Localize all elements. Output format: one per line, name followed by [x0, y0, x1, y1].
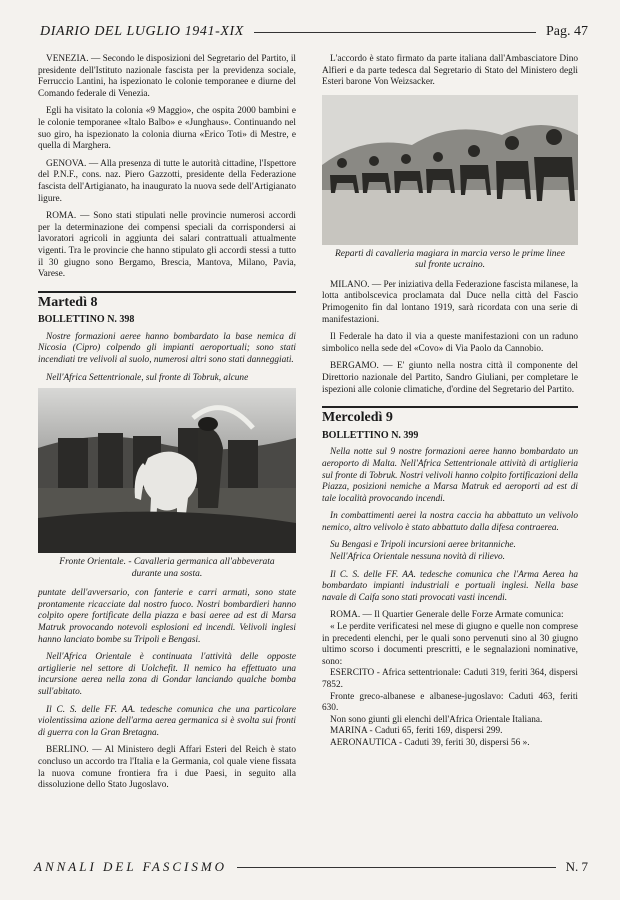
page-header: [40, 22, 588, 42]
article-venezia-cont: Egli ha visitato la colonia «9 Maggio», che ospita 2000 bambini e le colonie temporanee «Italo Balbo» e «Junghaus». Continuando nel suo giro, ha ispezionato la colonia diurna «Erico Toti» di Mestre, e quella di Marghera.: [38, 106, 296, 152]
losses-marina: MARINA - Caduti 65, feriti 169, dispersi 299.: [330, 726, 503, 737]
losses-fronte: Fronte greco-albanese e albanese-jugoslavo: Caduti 463, feriti 630.: [322, 691, 578, 714]
photo-cavalry-watering: [38, 388, 296, 553]
page-number: Pag. 47: [546, 24, 588, 39]
article-milano: MILANO. — Per iniziativa della Federazione fascista milanese, la lotta antibolscevica proclamata dal Duce nella città del Fascio Primogenito fin dal lontano 1919, sarà ricordata con una serie di manifestazioni.: [322, 279, 578, 325]
bulletin-399-para-5: Il C. S. delle FF. AA. tedesche comunica che l'Arma Aerea ha bombardato impianti industriali e portuali inglesi. Nella base navale di Caifa sono stati provocati vasti incendi.: [322, 569, 578, 603]
bulletin-398-para-2: Nell'Africa Settentrionale, sul fronte di Tobruk, alcune: [46, 372, 249, 383]
article-roma-comunica: ROMA. — Il Quartier Generale delle Forze Armate comunica:: [330, 610, 564, 621]
bulletin-398-para-4: Nell'Africa Orientale è continuata l'attività delle opposte artiglierie nel settore di Uolchefit. Il nemico ha effettuato una incursione aerea nella zona di Gondar lanciando qualche bomba sull'abitato.: [38, 652, 296, 697]
right-column: [322, 54, 578, 750]
losses-esercito: ESERCITO - Africa settentrionale: Caduti 319, feriti 364, dispersi 7852.: [322, 668, 578, 690]
bulletin-398-para-5: Il C. S. delle FF. AA. tedesche comunica che una particolare violentissima azione dell'arma aerea germanica si è svolta sui fronti di guerra con la Gran Bretagna.: [38, 704, 296, 738]
footer-rule: [237, 867, 556, 868]
losses-aeronautica: AERONAUTICA - Caduti 39, feriti 30, dispersi 56 ».: [330, 737, 530, 748]
bulletin-399-para-4: Nell'Africa Orientale nessuna novità di rilievo.: [330, 552, 505, 563]
bulletin-399-para-3: Su Bengasi e Tripoli incursioni aeree britanniche.: [330, 540, 516, 551]
article-milano-cont: Il Federale ha dato il via a queste manifestazioni con un raduno simbolico nella sede del «Covo» di Via Paolo da Cannobio.: [322, 332, 578, 354]
bulletin-398-para-3: puntate dell'avversario, con fanterie e carri armati, sono state prontamente ricacciate dal nostro fuoco. Nostri bombardieri hanno colpito opere fortificate della piazza e basi aeree ad est di Marsa Matruk provocando notevoli esplosioni ed incendi. Velivoli inglesi hanno lanciato bombe su Tripoli e Bengasi.: [38, 588, 296, 645]
article-bergamo: BERGAMO. — E' giunto nella nostra città il componente del Direttorio nazionale del Partito, Sandro Giuliani, per completare le ispezioni alle colonie climatiche, d'ordine del Segretario del Partito.: [322, 361, 578, 395]
day-heading-martedi: Martedì 8: [38, 291, 296, 309]
article-genova: GENOVA. — Alla presenza di tutte le autorità cittadine, l'Ispettore del P.N.F., cons. naz. Piero Gazzotti, presidente della Federazione fascista dell'Artigianato, ha inaugurato la nuova sede dell'Artigianato ligure.: [38, 158, 296, 204]
bulletin-398-para-1: Nostre formazioni aeree hanno bombardato la base nemica di Nicosia (Cipro) colpendo gli impianti aeroportuali; sono stati incendiati tre velivoli al suolo, numerosi altri sono stati danneggiati.: [38, 331, 296, 366]
article-venezia: VENEZIA. — Secondo le disposizioni del Segretario del Partito, il presidente dell'Istituto nazionale fascista per la previdenza sociale, Ferruccio Lantini, ha ispezionato le colonie temporanee e diurne del Comando federale di Venezia.: [38, 54, 296, 99]
footer-title: ANNALI DEL FASCISMO: [34, 859, 228, 874]
photo-caption-left: Fronte Orientale. - Cavalleria germanica all'abbeverata durante una sosta.: [59, 557, 275, 579]
header-rule: [254, 32, 536, 33]
bulletin-399-para-2: In combattimenti aerei la nostra caccia ha abbattuto un velivolo nemico, altro velivolo è stato abbattuto dalla difesa contraerea.: [322, 511, 578, 533]
bulletin-399-para-1: Nella notte sul 9 nostre formazioni aeree hanno bombardato un aeroporto di Malta. Nell'Africa Settentrionale attività di artiglieria sul fronte di Tobruk. Nostri velivoli hanno colpito fortificazioni della Piazza, posizioni nemiche a Marsa Matruk ed aeroporti ad est di tale località provocando incendi.: [322, 447, 578, 504]
article-accordo: L'accordo è stato firmato da parte italiana dall'Ambasciatore Dino Alfieri e da parte tedesca dal Segretario di Stato del Ministero degli Esteri barone Von Weizsacker.: [322, 54, 578, 88]
article-berlino: BERLINO. — Al Ministero degli Affari Esteri del Reich è stato concluso un accordo tra l'Italia e la Germania, col quale viene fissata la nuova comune frontiera fra i due Paesi, in seguito alla dissoluzione dello Stato Jugoslavo.: [38, 745, 296, 791]
day-heading-mercoledi: Mercoledì 9: [322, 406, 578, 424]
photo-caption-right: Reparti di cavalleria magiara in marcia verso le prime linee sul fronte ucraino.: [335, 248, 565, 271]
article-roma: ROMA. — Sono stati stipulati nelle provincie numerosi accordi per la determinazione dei compensi speciali da corrispondersi ai lavoratori agricoli in aggiunta dei salari contrattuali attualmente vigenti. Tra le provincie che hanno stipulato gli accordi stessi a tutto il 30 giugno sono Bergamo, Brescia, Mantova, Milano, Pavia, Varese.: [38, 211, 296, 280]
bulletin-399-heading: BOLLETTINO N. 399: [322, 429, 419, 441]
journal-title: DIARIO DEL LUGLIO 1941-XIX: [40, 24, 244, 39]
photo-hungarian-cavalry: [322, 95, 578, 245]
page-footer: [34, 858, 588, 876]
losses-intro: « Le perdite verificatesi nel mese di giugno e quelle non comprese in precedenti elenchi, per le quali sono pervenuti sino al 30 giugno ultimo scorso i documenti prescritti, e le segnalazioni nominative, sono:: [322, 622, 578, 667]
bulletin-398-heading: BOLLETTINO N. 398: [38, 314, 135, 326]
losses-note: Non sono giunti gli elenchi dell'Africa Orientale Italiana.: [330, 714, 543, 725]
issue-number: N. 7: [565, 859, 588, 874]
left-column: [38, 54, 296, 798]
